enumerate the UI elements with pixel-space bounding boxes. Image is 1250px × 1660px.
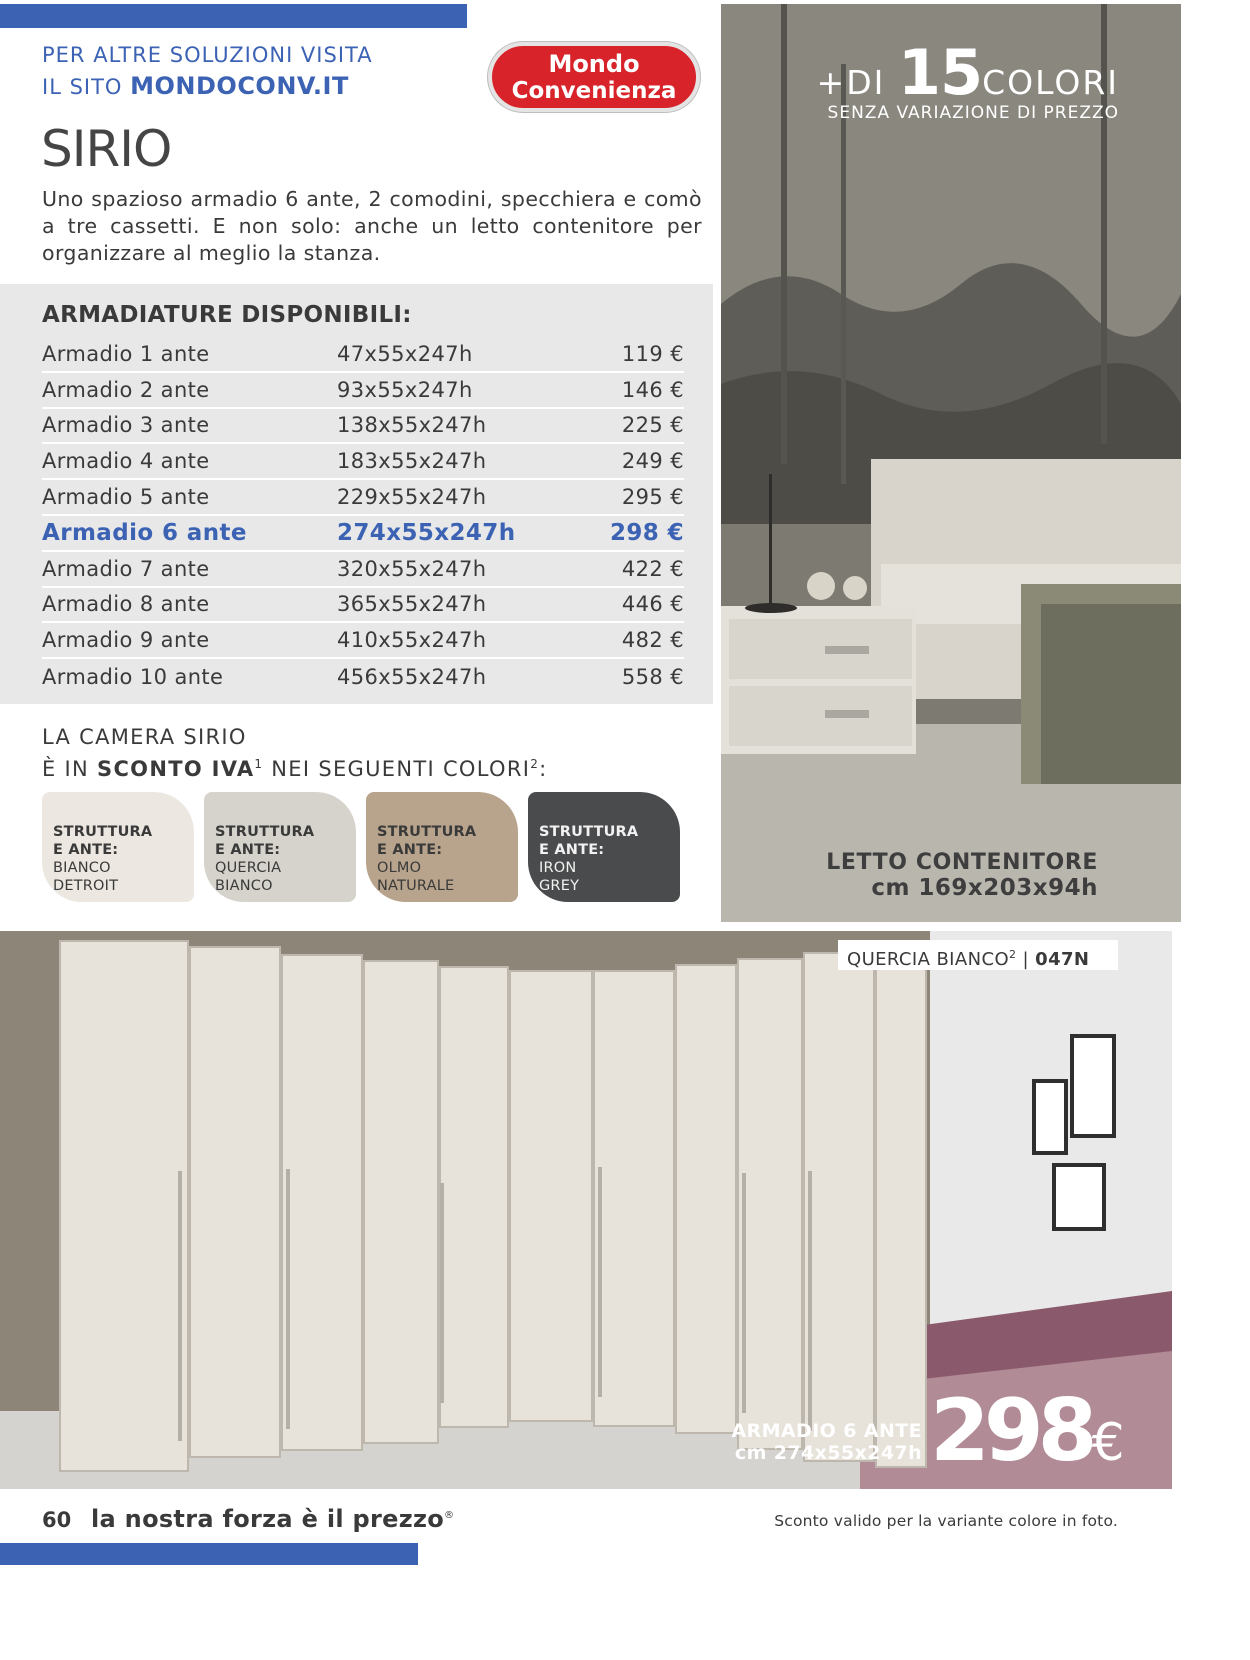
visit-line-1: PER ALTRE SOLUZIONI VISITA <box>42 43 373 67</box>
wardrobe-size: 138x55x247h <box>337 413 487 438</box>
page-number: 60 <box>42 1508 72 1532</box>
wardrobe-price: 422 € <box>621 556 684 581</box>
wardrobe-row <box>42 480 684 516</box>
swatch-label: STRUTTURA <box>377 824 477 840</box>
mondo-convenienza-logo <box>488 42 700 112</box>
badge-subtitle: SENZA VARIAZIONE DI PREZZO <box>827 103 1119 123</box>
color-swatch-quercia-bianco <box>204 792 356 902</box>
bedroom-illustration <box>721 4 1181 922</box>
bedroom-photo <box>721 4 1181 922</box>
bed-label-name: LETTO CONTENITORE <box>826 850 1098 875</box>
colors-title-end: : <box>539 757 548 781</box>
wardrobe-row <box>42 373 684 409</box>
product-description: Uno spazioso armadio 6 ante, 2 comodini, specchiera e comò a tre cassetti. E non solo: anche un letto contenitore per organizzare al meglio la stanza. <box>42 187 702 265</box>
wardrobe-size: 274x55x247h <box>337 519 516 546</box>
wardrobe-price: 295 € <box>621 485 684 510</box>
wardrobe-size: 410x55x247h <box>337 628 487 653</box>
logo-line-2: Convenienza <box>511 78 677 104</box>
visit-site-note <box>42 40 373 103</box>
price-label-name: ARMADIO 6 ANTE <box>731 1420 922 1442</box>
color-swatch-olmo-naturale <box>366 792 518 902</box>
footnote-mark-1: 1 <box>254 757 264 771</box>
colors-title-suffix: NEI SEGUENTI COLORI <box>263 757 531 781</box>
colors-section-title <box>42 724 548 783</box>
wardrobe-name: Armadio 2 ante <box>42 377 210 402</box>
swatch-label: E ANTE: <box>539 842 605 858</box>
swatch-label: STRUTTURA <box>215 824 315 840</box>
colors-title-line-1: LA CAMERA SIRIO <box>42 725 247 749</box>
colors-title-line-2 <box>42 751 548 783</box>
wardrobe-name: Armadio 9 ante <box>42 628 210 653</box>
colors-title-prefix: È IN <box>42 757 98 781</box>
wardrobe-name: Armadio 3 ante <box>42 413 210 438</box>
swatch-color-name: BIANCO <box>215 878 273 894</box>
wardrobe-name: Armadio 7 ante <box>42 556 210 581</box>
badge-suffix: COLORI <box>982 63 1119 102</box>
registered-mark: ® <box>444 1510 455 1521</box>
swatch-label: E ANTE: <box>53 842 119 858</box>
wardrobe-price <box>930 1381 1125 1488</box>
wardrobe-list-heading: ARMADIATURE DISPONIBILI: <box>42 302 412 328</box>
swatch-color-name: GREY <box>539 878 580 894</box>
wardrobe-row <box>42 623 684 659</box>
swatch-color-name: QUERCIA <box>215 860 282 876</box>
swatch-label: E ANTE: <box>215 842 281 858</box>
swatch-color-name: NATURALE <box>377 878 455 894</box>
logo-line-1: Mondo <box>548 50 640 78</box>
swatch-label: E ANTE: <box>377 842 443 858</box>
tag-color-name: QUERCIA BIANCO <box>847 949 1010 970</box>
wardrobe-name: Armadio 1 ante <box>42 341 210 366</box>
wardrobe-price: 558 € <box>621 665 684 690</box>
wardrobe-price: 482 € <box>621 628 684 653</box>
wardrobe-row <box>42 409 684 445</box>
slogan-text: la nostra forza è il prezzo <box>91 1505 445 1533</box>
wardrobe-row <box>42 659 684 695</box>
site-link[interactable]: MONDOCONV.IT <box>130 72 349 100</box>
colors-badge <box>721 36 1119 123</box>
wardrobe-price: 146 € <box>621 377 684 402</box>
wardrobe-row <box>42 337 684 373</box>
wardrobe-name: Armadio 8 ante <box>42 592 210 617</box>
wardrobe-price: 446 € <box>621 592 684 617</box>
price-label-size: cm 274x55x247h <box>734 1442 922 1464</box>
bed-label-size: cm 169x203x94h <box>871 875 1098 901</box>
wardrobe-name: Armadio 4 ante <box>42 449 210 474</box>
wardrobe-name: Armadio 5 ante <box>42 485 210 510</box>
price-value: 298 <box>930 1381 1092 1481</box>
top-accent-bar <box>0 4 467 28</box>
wardrobe-price: 298 € <box>609 519 684 546</box>
wardrobe-size: 93x55x247h <box>337 377 473 402</box>
visit-line-2 <box>42 71 373 103</box>
wardrobe-size: 456x55x247h <box>337 665 487 690</box>
visit-prefix: IL SITO <box>42 75 131 99</box>
colors-title-bold: SCONTO IVA <box>97 757 255 781</box>
price-currency: € <box>1091 1413 1125 1473</box>
swatch-color-name: OLMO <box>377 860 422 876</box>
color-swatch-bianco-detroit <box>42 792 194 902</box>
wardrobe-list <box>42 337 684 695</box>
wardrobe-size: 183x55x247h <box>337 449 487 474</box>
bed-label <box>800 850 1098 901</box>
wardrobe-size: 47x55x247h <box>337 341 473 366</box>
swatch-label: STRUTTURA <box>539 824 639 840</box>
wardrobe-row <box>42 444 684 480</box>
bottom-accent-bar <box>0 1543 418 1565</box>
wardrobe-row <box>42 552 684 588</box>
footer-slogan <box>91 1505 454 1533</box>
wardrobe-name: Armadio 6 ante <box>42 519 247 546</box>
color-code-tag <box>838 940 1118 970</box>
wardrobe-size: 229x55x247h <box>337 485 487 510</box>
wardrobe-price-label <box>690 1420 922 1464</box>
badge-number: 15 <box>897 36 983 109</box>
wardrobe-size: 320x55x247h <box>337 556 487 581</box>
badge-prefix: +DI <box>816 63 898 102</box>
wardrobe-row <box>42 588 684 624</box>
tag-code: 047N <box>1035 949 1090 970</box>
wardrobe-price: 119 € <box>621 341 684 366</box>
swatch-color-name: DETROIT <box>53 878 119 894</box>
discount-note: Sconto valido per la variante colore in foto. <box>774 1512 1118 1530</box>
swatch-label: STRUTTURA <box>53 824 153 840</box>
swatch-color-name: IRON <box>539 860 577 876</box>
wardrobe-row-highlighted <box>42 516 684 552</box>
tag-separator: | <box>1016 949 1036 970</box>
wardrobe-price: 249 € <box>621 449 684 474</box>
wardrobe-name: Armadio 10 ante <box>42 665 224 690</box>
color-swatch-iron-grey <box>528 792 680 902</box>
product-title: SIRIO <box>41 120 172 178</box>
wardrobe-size: 365x55x247h <box>337 592 487 617</box>
footnote-mark-2: 2 <box>530 757 540 771</box>
tag-footnote-mark: 2 <box>1009 948 1017 961</box>
swatch-color-name: BIANCO <box>53 860 111 876</box>
wardrobe-price: 225 € <box>621 413 684 438</box>
